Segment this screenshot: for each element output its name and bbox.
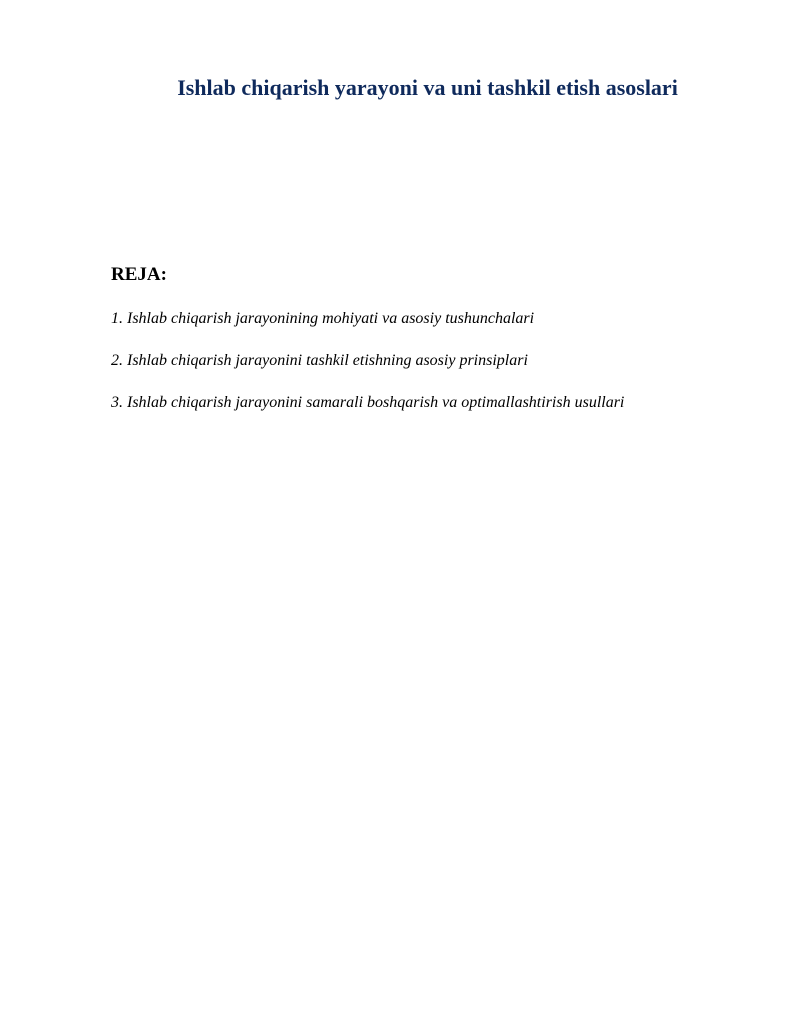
plan-item-2: 2. Ishlab chiqarish jarayonini tashkil etishning asosiy prinsiplari bbox=[111, 352, 528, 369]
plan-list bbox=[111, 308, 624, 434]
plan-item-3: 3. Ishlab chiqarish jarayonini samarali boshqarish va optimallashtirish usullari bbox=[111, 394, 625, 411]
plan-item-1: 1. Ishlab chiqarish jarayonining mohiyati va asosiy tushunchalari bbox=[111, 310, 535, 327]
plan-heading: REJA: bbox=[111, 264, 167, 285]
document-title: Ishlab chiqarish yarayoni va uni tashkil etish asoslari bbox=[177, 75, 678, 100]
